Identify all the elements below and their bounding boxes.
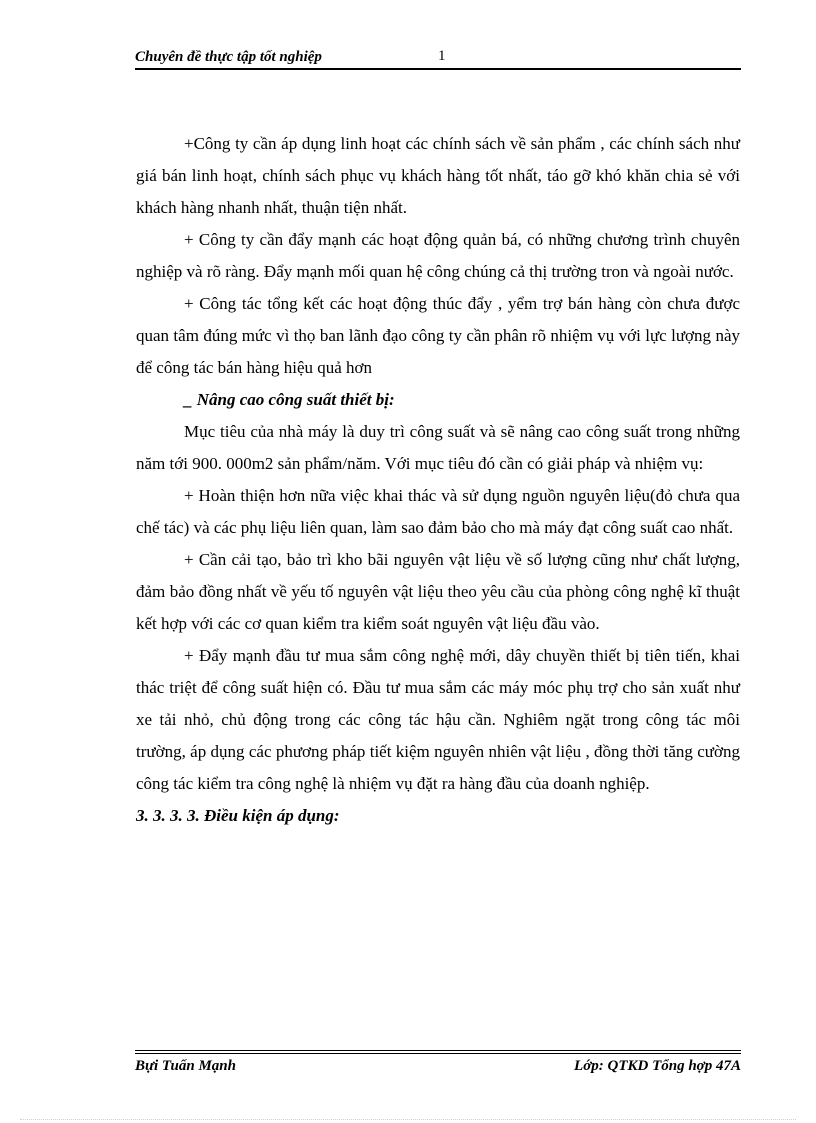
page-bottom-dotted-line bbox=[20, 1119, 796, 1120]
paragraph-3: + Công tác tổng kết các hoạt động thúc đẩy , yểm trợ bán hàng còn chưa được quan tâm đúng mức vì thọ ban lãnh đạo công ty cần phân rõ nhiệm vụ với lực lượng này để công tác bán hàng hiệu quả hơn bbox=[136, 294, 740, 377]
class-label: Lớp: QTKD Tổng hợp 47A bbox=[574, 1058, 741, 1074]
paragraph-5: + Hoàn thiện hơn nữa việc khai thác và sử dụng nguồn nguyên liệu(đỏ chưa qua chế tác) và các phụ liệu liên quan, làm sao đảm bảo cho mà máy đạt công suất cao nhất. bbox=[136, 486, 740, 537]
footer-rule-double bbox=[135, 1053, 741, 1054]
page-number: 1 bbox=[438, 48, 446, 64]
subheading: _ Nâng cao công suất thiết bị: bbox=[184, 390, 395, 409]
page-footer bbox=[135, 1050, 741, 1075]
paragraph-2: + Công ty cần đẩy mạnh các hoạt động quản bá, có những chương trình chuyên nghiệp và rõ ràng. Đẩy mạnh mối quan hệ công chúng cả thị trường tron và ngoài nước. bbox=[136, 230, 740, 281]
author-name: Bựi Tuấn Mạnh bbox=[135, 1058, 236, 1074]
document-body bbox=[136, 128, 740, 832]
paragraph-7: + Đẩy mạnh đầu tư mua sắm công nghệ mới, dây chuyền thiết bị tiên tiến, khai thác triệt để công suất hiện có. Đầu tư mua sắm các máy móc phụ trợ cho sản xuất như xe tải nhỏ, chủ động trong các công tác hậu cần. Nghiêm ngặt trong công tác môi trường, áp dụng các phương pháp tiết kiệm nguyên nhiên vật liệu , đồng thời tăng cường công tác kiểm tra công nghệ là nhiệm vụ đặt ra hàng đầu của doanh nghiệp. bbox=[136, 646, 740, 793]
paragraph-6: + Cần cải tạo, bảo trì kho bãi nguyên vật liệu về số lượng cũng như chất lượng, đảm bảo đồng nhất về yếu tố nguyên vật liệu theo yêu cầu của phòng công nghệ kĩ thuật kết hợp với các cơ quan kiểm tra kiểm soát nguyên vật liệu đầu vào. bbox=[136, 550, 740, 633]
section-heading: 3. 3. 3. 3. Điều kiện áp dụng: bbox=[136, 806, 340, 825]
footer-rule bbox=[135, 1050, 741, 1051]
document-title: Chuyên đề thực tập tốt nghiệp bbox=[135, 49, 322, 65]
paragraph-1: +Công ty cần áp dụng linh hoạt các chính sách về sản phẩm , các chính sách như giá bán linh hoạt, chính sách phục vụ khách hàng tốt nhất, táo gỡ khó khăn chia sẻ với khách hàng nhanh nhất, thuận tiện nhất. bbox=[136, 134, 740, 217]
paragraph-4: Mục tiêu của nhà máy là duy trì công suất và sẽ nâng cao công suất trong những năm tới 900. 000m2 sản phẩm/năm. Với mục tiêu đó cần có giải pháp và nhiệm vụ: bbox=[136, 422, 740, 473]
page-header bbox=[135, 48, 741, 70]
